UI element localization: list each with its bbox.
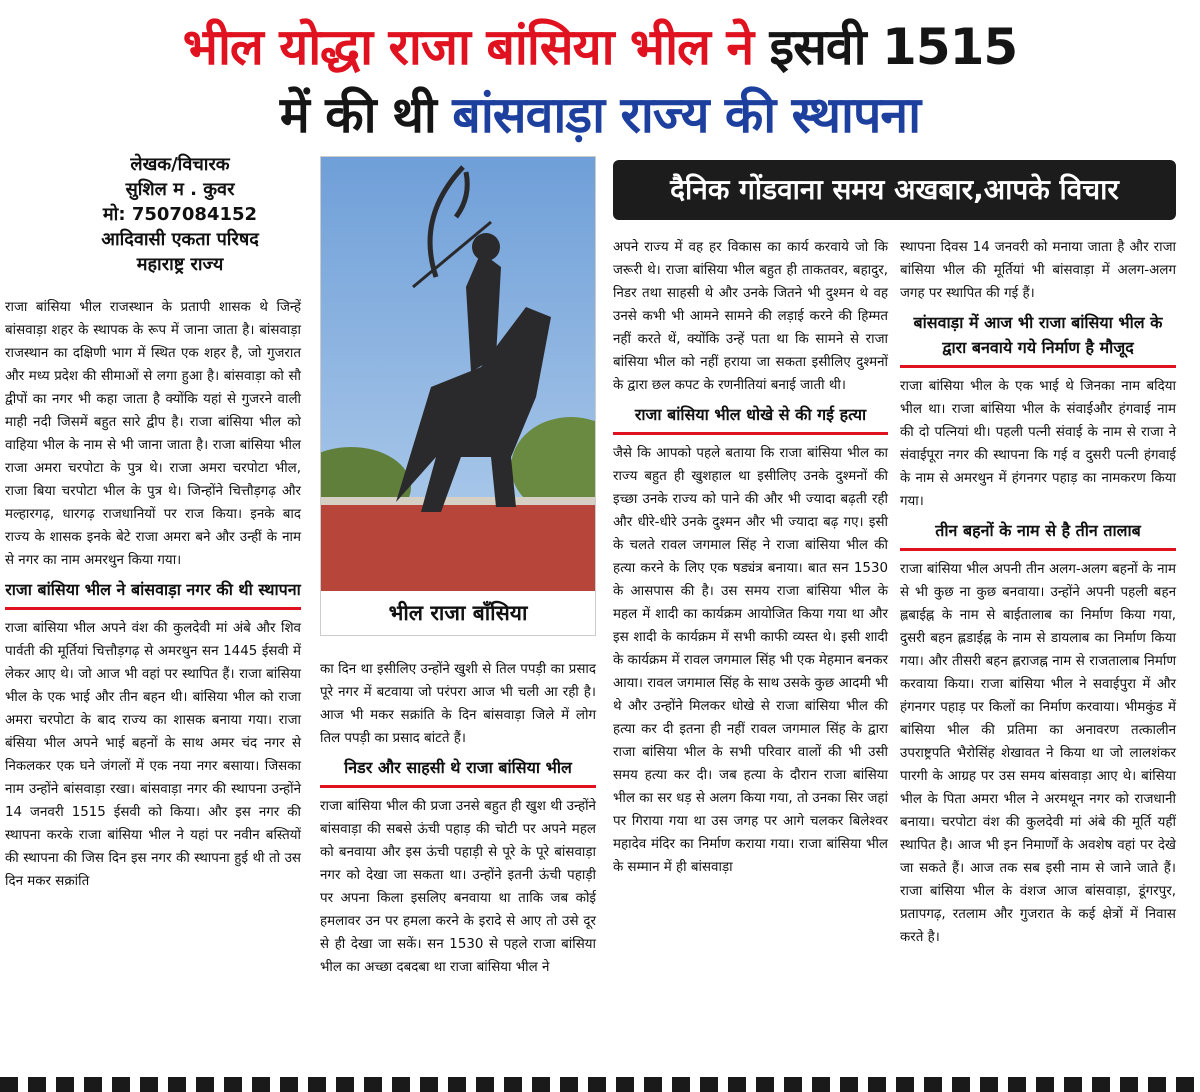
- col4-paragraph-2: राजा बांसिया भील के एक भाई थे जिनका नाम बदिया भील था। राजा बांसिया भील के संवाईऔर हंगवाई नाम की दो पत्नियां थी। पहली पत्नी संवाई के नाम से राजा ने संवाईपूरा नगर की स्थापना कि गई व दुसरी पत्नी हंगवाई के नाम से अमरथुन में हंगनगर पहाड़ का नामकरण किया गया।: [900, 379, 1176, 509]
- col4-subheading-2: तीन बहनों के नाम से है तीन तालाब: [935, 521, 1141, 540]
- col1-divider: [5, 607, 301, 610]
- column-3: [613, 236, 888, 879]
- column-2: [320, 658, 596, 979]
- col1-paragraph-1: राजा बांसिया भील राजस्थान के प्रतापी शासक थे जिन्हें बांसवाड़ा शहर के स्थापक के रूप में जाना जाता है। बांसवाड़ा राजस्थान का दक्षिणी भाग में स्थित एक शहर है, जो गुजरात और मध्य प्रदेश की सीमाओं से लगा हुआ है। बांसवाड़ा को सौ द्वीपों का नगर भी कहा जाता है क्योंकि यहां से गुजरने वाली माही नदी जिसमें बहुत सारे द्वीप है। राजा बांसिया भील को वाहिया भील के नाम से भी जाना जाता है। राजा बांसिया भील राजा अमरा चरपोटा के पुत्र थे। राजा अमरा चरपोटा भील, राजा बिया चरपोटा भील के पुत्र थे। जिन्होंने चित्तौड़गढ़ और मल्हारगढ़, धारगढ़ राजधानियों पर राज किया। इनके बाद राज्य के शासक इनके बेटे राजा अमरा बने और उन्हीं के नाम से नगर का नाम अमरथुन किया गया।: [5, 300, 301, 568]
- col2-subheading-1: निडर और साहसी थे राजा बांसिया भील: [344, 758, 572, 777]
- author-block: [60, 152, 300, 277]
- photo-caption: भील राजा बाँसिया: [321, 591, 595, 635]
- author-phone: मो: 7507084152: [102, 204, 258, 225]
- headline-line-1: [0, 14, 1200, 80]
- col3-paragraph-1: अपने राज्य में वह हर विकास का कार्य करवाये जो कि जरूरी थे। राजा बांसिया भील बहुत ही ताकतवर, बहादुर, निडर तथा साहसी थे और उनके जितने भी दुश्मन थे वह उनसे कभी भी आमने सामने की लड़ाई करने की हिम्मत नहीं करते थें, क्योंकि उन्हें पता था कि सामने से राजा बांसिया भील को नहीं हराया जा सकता इसीलिए दुश्मनों के द्वारा छल कपट के रणनीतियां बनाई जाती थी।: [613, 240, 888, 393]
- headline-prefix: में की थी: [279, 86, 436, 144]
- col2-divider: [320, 785, 596, 788]
- headline-red: भील योद्धा राजा बांसिया भील ने: [182, 18, 754, 76]
- col4-subheading-1: बांसवाड़ा में आज भी राजा बांसिया भील के द्वारा बनवाये गये निर्माण है मौजूद: [913, 313, 1163, 357]
- col3-paragraph-2: जैसे कि आपको पहले बताया कि राजा बांसिया भील का राज्य बहुत ही खुशहाल था इसीलिए उनके दुश्मनों की इच्छा उनके राज्य को पाने की और भी ज्यादा बढ़ती रही और धीरे-धीरे उनके दुश्मन और भी ज्यादा बढ़ गए। इसी के चलते रावल जगमाल सिंह ने राजा बांसिया भील की हत्या करने के लिए एक षड्यंत्र बनाया। बात सन 1530 के आसपास की है। उस समय राजा बांसिया भील के महल में शादी का कार्यक्रम आयोजित किया गया था और इस शादी के कार्यक्रम में सभी काफी व्यस्त थे। इसी शादी के कार्यक्रम में रावल जगमाल सिंह भी एक मेहमान बनकर आया। रावल जगमाल सिंह के साथ उसके कुछ आदमी भी थे और उन्होंने मिलकर धोखे से राजा बांसिया भील की हत्या कर दी इतना ही नहीं रावल जगमाल सिंह के द्वारा राजा बांसिया भील के सभी परिवार वालों की भी उसी समय हत्या कर दी। जब हत्या के दौरान राजा बांसिया भील का सर धड़ से अलग किया गया, तो उनका सिर जहां पर गिराया गया था उस जगह पर आगे चलकर बिलेश्वर महादेव मंदिर का निर्माण कराया गया। राजा बांसिया भील के सम्मान में ही बांसवाड़ा: [613, 446, 888, 875]
- col4-paragraph-3: राजा बांसिया भील अपनी तीन अलग-अलग बहनों के नाम से भी कुछ ना कुछ बनवाया। उन्होंने अपनी पहली बहन ह्लबाईह्न के नाम से बाईतालाब का निर्माण किया गया, दुसरी बहन ह्लडाईह्न के नाम से डायलाब का निर्माण किया गया। और तीसरी बहन ह्लराजह्न नाम से राजतालाब निर्माण करवाया किया। राजा बांसिया भील ने सवाईपुरा में और हंगनगर पहाड़ पर किलों का निर्माण करवाया। भीमकुंड में बांसिया भील की प्रतिमा का अनावरण तत्कालीन उपराष्ट्रपति भैरोसिंह शेखावत ने किया था जो लालशंकर पारगी के आग्रह पर उस समय बांसवाड़ा आए थे। बांसिया भील के पिता अमरा भील ने अरमथून नगर को राजधानी बनाया। चरपोटा वंश की कुलदेवी मां अंबे की मूर्ति यहीं स्थापित है। आज भी इन निमार्णों के अवशेष वहां पर देखे जा सकते हैं। आज तक सब इसी नाम से जाने जाते हैं। राजा बांसिया भील के वंशज आज बांसवाड़ा, डूंगरपुर, प्रतापगढ़, रतलाम और गुजरात के कई क्षेत्रों में निवास करते है।: [900, 562, 1176, 945]
- footer-stripe: [0, 1077, 1200, 1092]
- headline-year: इसवी 1515: [769, 18, 1018, 76]
- author-state: महाराष्ट्र राज्य: [136, 254, 224, 275]
- author-role: लेखक/विचारक: [130, 154, 230, 175]
- statue-illustration: [321, 157, 596, 636]
- col1-paragraph-2: राजा बांसिया भील अपने वंश की कुलदेवी मां अंबे और शिव पार्वती की मूर्तियां चित्तौड़गढ़ से अमरथुन सन 1445 ईसवी में लेकर आए थे। जो आज भी वहां पर स्थापित हैं। राजा बांसिया भील के एक भाई और तीन बहन थी। बांसिया भील को राजा अमरा चरपोटा के बाद राज्य का शासक बनाया गया। राजा बंसिया भील अपने भाई बहनों के साथ अमर चंद नगर से निकलकर एक घने जंगलों में एक नया नगर बसाया। जिसका नाम उन्होंने बांसवाड़ा रखा। बांसवाड़ा नगर की स्थापना उन्होंने 14 जनवरी 1515 ईसवी को किया। और इस नगर की स्थापना करके राजा बांसिया भील ने यहां पर नवीन बस्तियों की स्थापना की जिस दिन इस नगर की स्थापना हुई थी तो उस दिन मकर सक्रांति: [5, 621, 301, 889]
- col3-divider: [613, 432, 888, 435]
- col2-paragraph-2: राजा बांसिया भील की प्रजा उनसे बहुत ही खुश थी उन्होंने बांसवाड़ा की सबसे ऊंची पहाड़ की चोटी पर अपने महल को बनवाया और इस ऊंची पहाड़ी से पूरे के पूरे बांसवाड़ा नगर को देखा जा सकता था। उन्होंने इतनी ऊंची पहाड़ी पर अपना किला इसलिए बनवाया था ताकि जब कोई हमलावर उन पर हमला करने के इरादे से आए तो उसे दूर से ही देखा जा सकें। सन 1530 से पहले राजा बांसिया भील का अच्छा दबदबा था राजा बांसिया भील ने: [320, 799, 596, 975]
- col4-divider-1: [900, 365, 1176, 368]
- author-org: आदिवासी एकता परिषद: [101, 229, 259, 250]
- newspaper-banner: दैनिक गोंडवाना समय अखबार,आपके विचार: [613, 160, 1176, 220]
- col1-subheading-1: राजा बांसिया भील ने बांसवाड़ा नगर की थी स्थापना: [5, 580, 301, 599]
- statue-photo: [320, 156, 596, 636]
- column-1: [5, 296, 301, 893]
- column-4: [900, 236, 1176, 949]
- headline-line-2: [0, 82, 1200, 148]
- headline-blue: बांसवाड़ा राज्य की स्थापना: [452, 86, 921, 144]
- author-name: सुशिल म . कुवर: [125, 179, 235, 200]
- col4-divider-2: [900, 548, 1176, 551]
- col3-subheading-1: राजा बांसिया भील धोखे से की गई हत्या: [634, 405, 867, 424]
- col2-paragraph-1: का दिन था इसीलिए उन्होंने खुशी से तिल पपड़ी का प्रसाद पूरे नगर में बटवाया जो परंपरा आज भी चली आ रही है। आज भी मकर सक्रांति के दिन बांसवाड़ा जिले में लोग तिल पपड़ी का प्रसाद बांटते हैं।: [320, 662, 596, 746]
- col4-paragraph-1: स्थापना दिवस 14 जनवरी को मनाया जाता है और राजा बांसिया भील की मूर्तियां भी बांसवाड़ा में अलग-अलग जगह पर स्थापित की गई हैं।: [900, 240, 1176, 301]
